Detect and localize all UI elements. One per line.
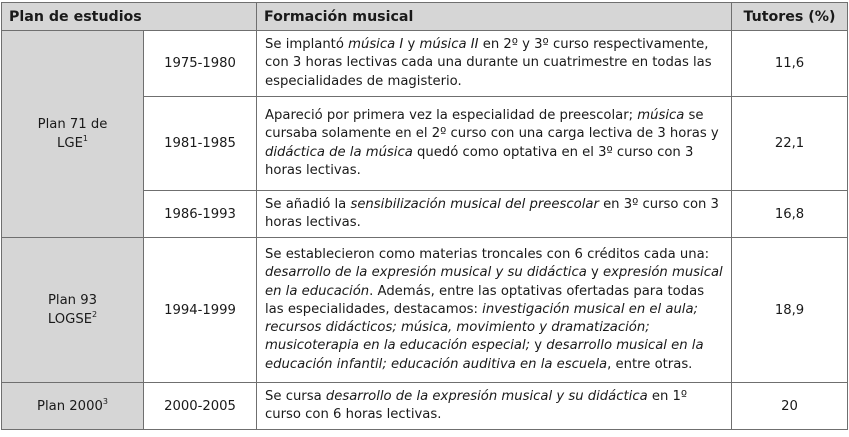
description-text: y: [530, 338, 547, 354]
italic-term: desarrollo de la expresión musical y su didáctica: [325, 388, 648, 404]
italic-term: desarrollo de la expresión musical y su didáctica: [265, 265, 587, 281]
description-text: Se cursa: [265, 388, 326, 404]
period-cell: 1986-1993: [144, 191, 257, 238]
description-text: en 3º curso con 3 horas lectivas.: [265, 196, 719, 230]
header-tutores: Tutores (%): [732, 3, 848, 31]
italic-term: expresión musical en la educación: [265, 265, 723, 299]
description-cell: [257, 97, 732, 191]
tutores-cell: 16,8: [732, 191, 848, 238]
table-row: [2, 31, 848, 97]
period-cell: 1981-1985: [144, 97, 257, 191]
description-text: . Además, entre las optativas ofertadas para todas las especialidades, destacamos:: [265, 283, 705, 317]
table-row: [2, 383, 848, 430]
italic-term: música II: [419, 37, 479, 53]
description-text: y: [403, 37, 420, 53]
description-text: en 2º y 3º curso respectivamente, con 3 horas lectivas cada una durante un cuatrimestre en todas las especialidades de magisterio.: [265, 37, 712, 89]
description-text: y: [586, 265, 603, 281]
description-text: Apareció por primera vez la especialidad de preescolar;: [265, 108, 638, 124]
description-cell: [257, 191, 732, 238]
plan-name-cell: [2, 383, 144, 430]
italic-term: investigación musical en el aula; recursos didácticos; música, movimiento y dramatización; musicoterapia en la educación especial;: [265, 301, 698, 354]
italic-term: desarrollo musical en la educación infantil; educación auditiva en la escuela: [265, 338, 704, 372]
description-text: Se establecieron como materias troncales con 6 créditos cada una:: [265, 247, 710, 263]
tutores-cell: 22,1: [732, 97, 848, 191]
music-training-table: [1, 2, 848, 430]
description-cell: [257, 383, 732, 430]
plan-name-line2: LOGSE: [47, 312, 93, 327]
plan-name-cell: [2, 31, 144, 238]
italic-term: sensibilización musical del preescolar: [350, 196, 599, 212]
description-text: se cursaba solamente en el 2º curso con una carga lectiva de 3 horas y: [265, 108, 719, 142]
period-cell: 2000-2005: [144, 383, 257, 430]
tutores-cell: 20: [732, 383, 848, 430]
period-cell: 1994-1999: [144, 238, 257, 383]
description-text: en 1º curso con 6 horas lectivas.: [265, 388, 688, 422]
footnote-marker: 2: [92, 310, 98, 319]
description-text: , entre otras.: [607, 356, 693, 372]
header-formacion: Formación musical: [257, 3, 732, 31]
period-cell: 1975-1980: [144, 31, 257, 97]
description-cell: [257, 238, 732, 383]
table-body: [2, 31, 848, 430]
header-row: [2, 3, 848, 31]
footnote-marker: 1: [82, 134, 88, 143]
tutores-cell: 11,6: [732, 31, 848, 97]
description-text: Se implantó: [265, 37, 349, 53]
table-row: [2, 238, 848, 383]
plan-name-line1: Plan 93: [47, 293, 98, 308]
italic-term: música: [637, 108, 685, 124]
italic-term: didáctica de la música: [265, 144, 413, 160]
description-text: Se añadió la: [265, 196, 351, 212]
tutores-cell: 18,9: [732, 238, 848, 383]
plan-name-line1: Plan 71 de: [37, 117, 108, 132]
description-cell: [257, 31, 732, 97]
footnote-marker: 3: [102, 396, 108, 406]
plan-name-line2: LGE: [57, 136, 83, 151]
header-plan: Plan de estudios: [2, 3, 257, 31]
plan-name-cell: [2, 238, 144, 383]
plan-name-line1: Plan 2000: [37, 398, 103, 414]
italic-term: música I: [348, 37, 404, 53]
description-text: quedó como optativa en el 3º curso con 3 horas lectivas.: [265, 144, 694, 178]
